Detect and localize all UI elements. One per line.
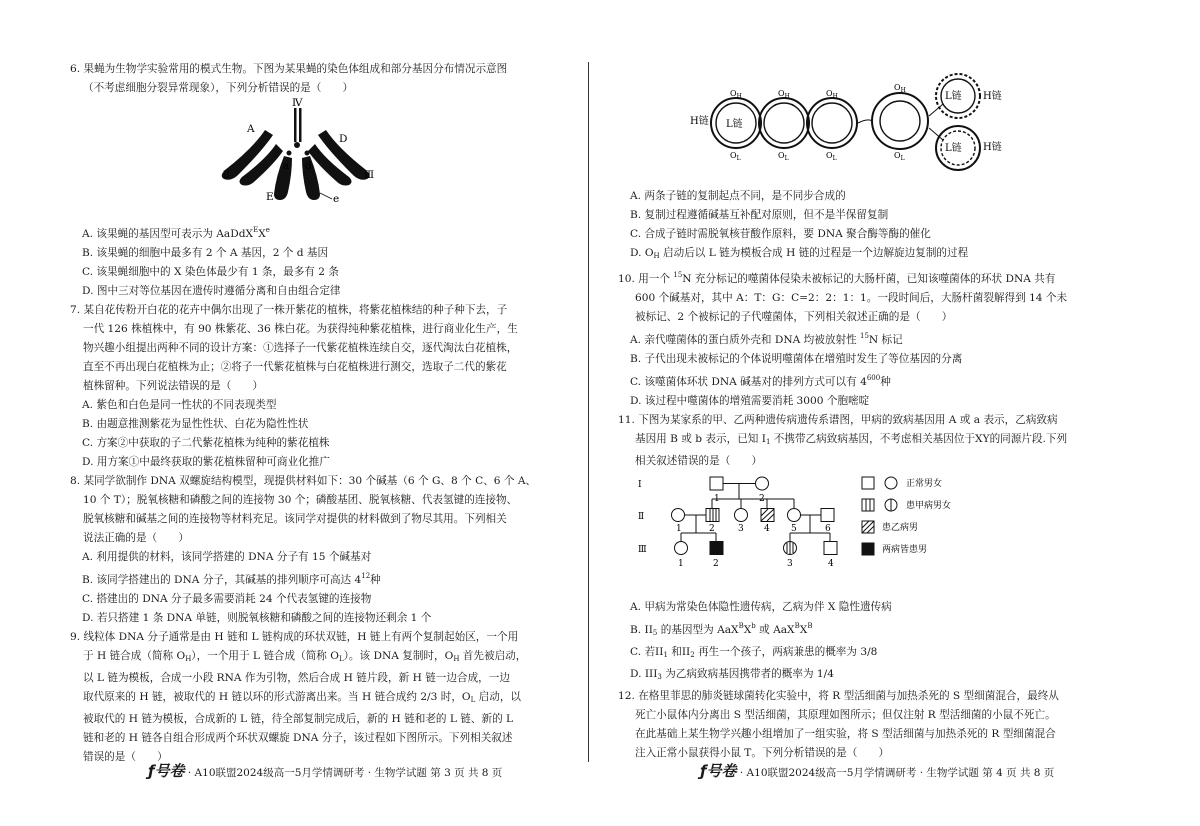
- arrow-up: [929, 104, 943, 116]
- label-ol-4: $O_L$: [894, 151, 905, 162]
- label-l-chain-1: L链: [726, 119, 743, 130]
- label-d: d: [305, 160, 312, 172]
- legend-both-male: [862, 543, 874, 555]
- circle-3-outer: [807, 98, 857, 148]
- circle-2-inner: [764, 103, 804, 143]
- num-III2: 2: [713, 559, 719, 569]
- q11-stem-line-1: 11. 下图为某家系的甲、乙两种遗传病遗传系谱图，甲病的致病基因用 A 或 a 表示，乙病致病: [618, 414, 1058, 426]
- q7-stem-line-5: 植株留种。下列说法错误的是（ ）: [83, 380, 264, 392]
- chromosome-IV-left: [294, 108, 297, 142]
- q11-stem-line-3: 相关叙述错误的是（ ）: [635, 455, 763, 467]
- label-ol-1: $O_L$: [730, 151, 741, 162]
- gen3-female-1: [675, 542, 688, 555]
- q9-stem-line-5: 被取代的 H 链为模板，合成新的 L 链，待全部复制完成后，新的 H 链和老的 L 链、新的 L: [83, 713, 514, 725]
- q9-stem-line-6: 链和老的 H 链各自组合形成两个环状双螺旋 DNA 分子，该过程如下图所示。下列相关叙述: [83, 732, 513, 744]
- q11-stem-line-2: 基因用 B 或 b 表示，已知 $I_1$ 不携带乙病致病基因，不考虑相关基因位于XY的同源片段.下列: [635, 433, 1068, 446]
- chromosome-IV-right: [299, 108, 302, 142]
- num-II3: 3: [738, 524, 744, 534]
- q10-stem-line-3: 被标记、2 个被标记的子代噬菌体，下列相关叙述正确的是（ ）: [635, 311, 953, 323]
- q7-stem-line-4: 直至不再出现白花植株为止；②将子一代紫花植株与白花植株进行测交，选取子二代的紫花: [83, 361, 507, 373]
- q8-stem-line-2: 10 个 T）；脱氧核糖和磷酸之间的连接物 30 个；磷酸基团、脱氧核糖、代表氢键的连接物、: [83, 494, 518, 506]
- brand-logo: ƒ号卷: [148, 762, 185, 780]
- q9-stem-line-1: 9. 线粒体 DNA 分子通常是由 H 链和 L 链构成的环状双链，H 链上有两个复制起始区，一个用: [70, 631, 519, 643]
- q7-option-d[interactable]: D. 用方案①中最终获取的紫花植株留种可商业化推广: [82, 456, 330, 468]
- q9-stem-line-4: 取代原来的 H 链，被取代的 H 链以环的形式游离出来。当 H 链合成约 2/3 时，$O_L$ 启动，以: [83, 691, 522, 704]
- q11-option-d[interactable]: D. $III_3$ 为乙病致病基因携带者的概率为 1/4: [630, 668, 834, 681]
- legend-a-male: [862, 499, 874, 511]
- num-III3: 3: [787, 559, 793, 569]
- q6-stem-line-2: （不考虑细胞分裂异常现象），下列分析错误的是（ ）: [83, 82, 354, 94]
- q11-option-c[interactable]: C. 若$II_1$ 和$II_2$ 再生一个孩子，两病兼患的概率为 3/8: [630, 646, 878, 659]
- q6-option-b[interactable]: B. 该果蝇的细胞中最多有 2 个 A 基因，2 个 d 基因: [82, 247, 329, 259]
- gen1-female-2: [756, 477, 769, 490]
- question-9: [70, 628, 570, 767]
- q10-option-c[interactable]: C. 该噬菌体环状 DNA 碱基对的排列方式可以有 $4^{600}$种: [630, 374, 891, 388]
- q8-option-b[interactable]: B. 该同学搭建出的 DNA 分子，其碱基的排列顺序可高达 $4^{12}$种: [82, 572, 381, 586]
- num-III1: 1: [678, 559, 684, 569]
- circle-3-inner: [812, 103, 852, 143]
- q7-stem-line-2: 一代 126 株植株中，有 90 株紫花、36 株白花。为获得纯种紫花植株，进行商业化生产，生: [83, 323, 518, 335]
- question-11: [618, 411, 1128, 687]
- gene-dot-d: [305, 151, 310, 156]
- hatch-b-2: [761, 509, 774, 521]
- num-I1: 1: [714, 494, 720, 504]
- fruit-fly-chromosome-figure: [70, 98, 570, 214]
- q12-stem-line-2: 死亡小鼠体内分离出 S 型活细菌，其原理如图所示；但仅注射 R 型活细菌的小鼠不死亡。: [635, 709, 1056, 721]
- label-oh-2: $O_H$: [778, 89, 790, 100]
- num-II2: 2: [709, 524, 715, 534]
- left-footer-text: · A10联盟2024级高一5月学情调研考 · 生物学试题 第 3 页 共 8 页: [187, 767, 503, 779]
- q8-stem-line-1: 8. 某同学欲制作 DNA 双螺旋结构模型，现提供材料如下：30 个碱基（6 个 G、8 个 C、6 个 A、: [70, 475, 537, 487]
- q7-option-c[interactable]: C. 方案②中获取的子二代紫花植株为纯种的紫花植株: [82, 437, 330, 449]
- question-10: [618, 266, 1128, 411]
- gene-e-leader: [320, 193, 332, 199]
- q8-stem-line-4: 说法正确的是（ ）: [83, 532, 189, 544]
- q7-stem-line-3: 物兴趣小组提出两种不同的设计方案：①选择子一代紫花植株连续自交，逐代淘汰白花植株，: [83, 342, 518, 354]
- q10-option-b[interactable]: B. 子代出现未被标记的个体说明噬菌体在增殖时发生了等位基因的分离: [630, 353, 963, 365]
- q7-stem-line-1: 7. 某自花传粉开白花的花卉中偶尔出现了一株开紫花的植株，将紫花植株结的种子种下去，子: [70, 304, 508, 316]
- q9-stem-line-2: 于 H 链合成（简称 $O_H$），一个用于 L 链合成（简称 $O_L$）。该 DNA 复制时，$O_H$ 首先被启动，: [83, 650, 527, 663]
- num-II4: 4: [764, 524, 770, 534]
- circle-2-outer: [759, 98, 809, 148]
- pedigree-figure: [618, 471, 1128, 591]
- right-footer-text: · A10联盟2024级高一5月学情调研考 · 生物学试题 第 4 页 共 8 页: [739, 767, 1055, 779]
- q7-option-a[interactable]: A. 紫色和白色是同一性状的不同表现类型: [82, 399, 277, 411]
- q11-option-a[interactable]: A. 甲病为常染色体隐性遗传病，乙病为伴 X 隐性遗传病: [630, 601, 892, 613]
- q10-option-d[interactable]: D. 该过程中噬菌体的增殖需要消耗 3000 个胞嘧啶: [630, 395, 870, 407]
- column-divider: [588, 62, 589, 762]
- q6-option-a[interactable]: A. 该果蝇的基因型可表示为 AaDdX$^E$Xe: [82, 226, 270, 240]
- question-12: [618, 687, 1128, 763]
- q11-option-b[interactable]: B. $II_5$ 的基因型为 $AaX^BX^b$ 或 $AaX^BX^B$: [630, 622, 813, 637]
- label-l-chain-product: L链: [945, 91, 962, 102]
- gene-dot-a: [287, 151, 292, 156]
- brand-logo-right: ƒ号卷: [700, 762, 737, 780]
- q12-stem-line-3: 在此基础上某生物学兴趣小组增加了一组实验，将 S 型活细菌与加热杀死的 R 型细菌混合: [635, 728, 1056, 740]
- gen3-male-2-both: [710, 542, 723, 555]
- circle-4-inner: [880, 101, 920, 141]
- label-IV: Ⅳ: [292, 98, 303, 109]
- legend-text-normal: 正常男女: [906, 479, 943, 489]
- gen-label-II: Ⅱ: [638, 512, 645, 522]
- q8-option-d[interactable]: D. 若只搭建 1 条 DNA 单链，则脱氧核糖和磷酸之间的连接物还剩余 1 个: [82, 612, 432, 624]
- gen2-female-3: [735, 509, 748, 522]
- arrow-3: [858, 120, 872, 123]
- mtdna-replication-figure: [618, 66, 1128, 184]
- q6-option-d[interactable]: D. 图中三对等位基因在遗传时遵循分离和自由组合定律: [82, 285, 341, 297]
- q9-stem-line-7: 错误的是（ ）: [83, 751, 168, 763]
- gen3-male-4: [824, 542, 837, 555]
- label-h-chain: H链: [690, 116, 709, 127]
- label-oh-3: $O_H$: [826, 89, 838, 100]
- gen2-female-5: [788, 509, 801, 522]
- num-II5: 5: [791, 524, 797, 534]
- num-II6: 6: [825, 524, 831, 534]
- gen1-male-1: [710, 477, 723, 490]
- q6-option-c[interactable]: C. 该果蝇细胞中的 X 染色体最少有 1 条，最多有 2 条: [82, 266, 339, 278]
- question-8: [70, 472, 570, 628]
- gen-label-I: Ⅰ: [638, 480, 642, 490]
- label-h-chain-product: H链: [983, 91, 1002, 102]
- q12-stem-line-4: 注入正常小鼠获得小鼠 T。下列分析错误的是（ ）: [635, 747, 890, 759]
- legend-text-both: 两病皆患男: [882, 545, 928, 555]
- q9-stem-line-3: 以 L 链为模板，合成一小段 RNA 作为引物，然后合成 H 链片段，新 H 链一边合成，一边: [83, 672, 510, 684]
- q12-stem-line-1: 12. 在格里菲思的肺炎链球菌转化实验中，将 R 型活细菌与加热杀死的 S 型细菌混合，最终从: [618, 690, 1059, 702]
- q8-option-c[interactable]: C. 搭建出的 DNA 分子最多需要消耗 24 个代表氢键的连接物: [82, 593, 372, 605]
- question-6: [70, 60, 570, 301]
- q10-stem-line-2: 600 个碱基对，其中 A：T：G：C=2：2：1：1。一段时间后，大肠杆菌裂解得到 14 个未: [635, 292, 1068, 304]
- label-a: a: [283, 160, 290, 172]
- q8-stem-line-3: 脱氧核糖和碱基之间的连接物等材料充足。该同学对提供的材料做到了物尽其用。下列相关: [83, 513, 507, 525]
- label-A: A: [247, 123, 255, 135]
- q6-stem-line-1: 6. 果蝇为生物学实验常用的模式生物。下图为某果蝇的染色体组成和部分基因分布情况示意图: [70, 63, 508, 75]
- q10-option-a[interactable]: A. 亲代噬菌体的蛋白质外壳和 DNA 均被放射性 $^{15}$N 标记: [630, 332, 903, 346]
- left-footer: [148, 760, 502, 781]
- label-l-chain-product-2: L链: [945, 143, 962, 154]
- gen-label-III: Ⅲ: [638, 545, 647, 555]
- legend-text-a: 患甲病男女: [906, 501, 952, 511]
- num-I2: 2: [759, 494, 765, 504]
- legend-text-b: 患乙病男: [882, 523, 919, 533]
- legend-normal-female: [885, 477, 897, 489]
- label-III: Ⅲ: [364, 169, 375, 181]
- label-D: D: [339, 133, 348, 145]
- label-oh-4: $O_H$: [894, 83, 906, 94]
- label-ol-3: $O_L$: [826, 151, 837, 162]
- q8-option-a[interactable]: A. 利用提供的材料，该同学搭建的 DNA 分子有 15 个碱基对: [82, 551, 372, 563]
- num-II1: 1: [676, 524, 682, 534]
- gen2-female-1: [672, 509, 685, 522]
- q9-option-d[interactable]: D. $O_H$ 启动后以 L 链为模板合成 H 链的过程是一个边解旋边复制的过程: [630, 247, 969, 260]
- label-e: e: [333, 193, 340, 205]
- gen2-male-6: [821, 509, 834, 522]
- q9-option-b[interactable]: B. 复制过程遵循碱基互补配对原则，但不是半保留复制: [630, 209, 889, 221]
- label-h-chain-product-2: H链: [983, 142, 1002, 153]
- centromere-dot: [294, 142, 300, 148]
- label-II: Ⅱ: [223, 169, 231, 181]
- label-E: E: [266, 191, 274, 203]
- label-ol-2: $O_L$: [778, 151, 789, 162]
- legend-b-hatch-2: [862, 521, 874, 533]
- right-column: [618, 66, 1128, 763]
- q9-option-c[interactable]: C. 合成子链时需脱氧核苷酸作原料，要 DNA 聚合酶等酶的催化: [630, 228, 931, 240]
- num-III4: 4: [828, 559, 834, 569]
- left-column: [70, 60, 570, 767]
- q7-option-b[interactable]: B. 由题意推测紫花为显性性状、白花为隐性性状: [82, 418, 309, 430]
- legend-normal-male: [862, 477, 874, 489]
- label-oh-1: $O_H$: [730, 89, 742, 100]
- right-footer: [700, 760, 1054, 781]
- q9-option-a[interactable]: A. 两条子链的复制起点不同，是不同步合成的: [630, 190, 846, 202]
- question-7: [70, 301, 570, 472]
- q10-stem-line-1: 10. 用一个 $^{15}$N 充分标记的噬菌体侵染未被标记的大肠杆菌，已知该噬菌体的环状 DNA 共有: [618, 271, 1056, 285]
- question-9-options: [618, 187, 1128, 266]
